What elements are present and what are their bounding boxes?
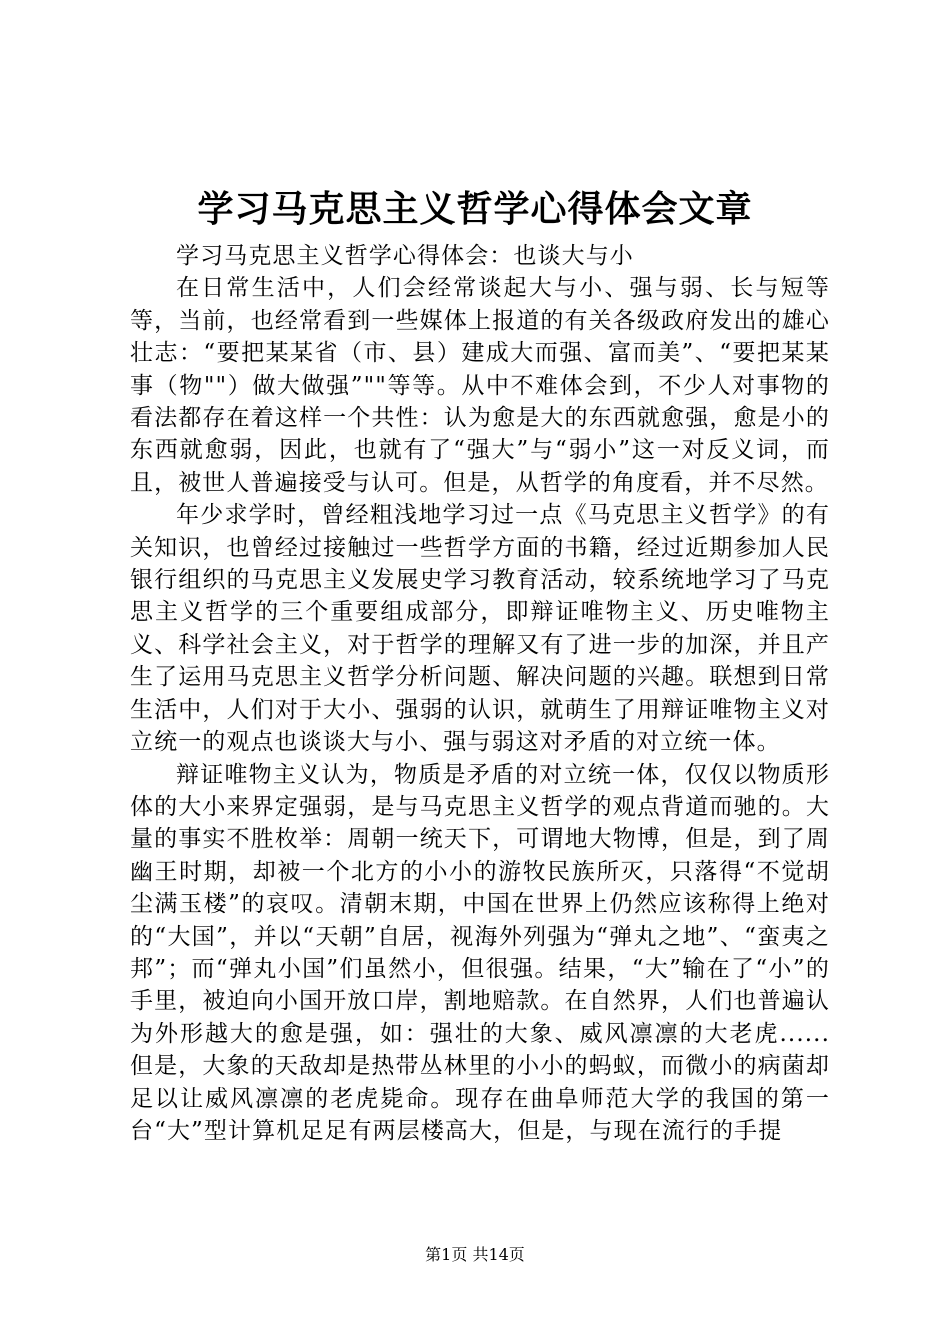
document-body <box>130 240 830 1147</box>
document-subtitle: 学习马克思主义哲学心得体会：也谈大与小 <box>176 243 634 269</box>
paragraph: 辩证唯物主义认为，物质是矛盾的对立统一体，仅仅以物质形体的大小来界定强弱，是与马克思主义哲学的观点背道而驰的。大量的事实不胜枚举：周朝一统天下，可谓地大物博，但是，到了周幽王时期，却被一个北方的小小的游牧民族所灭，只落得“不觉胡尘满玉楼”的哀叹。清朝末期，中国在世界上仍然应该称得上绝对的“大国”，并以“天朝”自居，视海外列强为“弹丸之地”、“蛮夷之邦”；而“弹丸小国”们虽然小，但很强。结果，“大”输在了“小”的手里，被迫向小国开放口岸，割地赔款。在自然界，人们也普遍认为外形越大的愈是强，如：强壮的大象、威风凛凛的大老虎......但是，大象的天敌却是热带丛林里的小小的蚂蚁，而微小的病菌却足以让威风凛凛的老虎毙命。现存在曲阜师范大学的我国的第一台“大”型计算机足足有两层楼高大，但是，与现在流行的手提 <box>130 761 830 1144</box>
document-title: 学习马克思主义哲学心得体会文章 <box>197 188 753 230</box>
paragraph: 在日常生活中，人们会经常谈起大与小、强与弱、长与短等等，当前，也经常看到一些媒体上报道的有关各级政府发出的雄心壮志：“要把某某省（市、县）建成大而强、富而美”、“要把某某事（物""）做大做强”""等等。从中不难体会到，不少人对事物的看法都存在着这样一个共性：认为愈是大的东西就愈强，愈是小的东西就愈弱，因此，也就有了“强大”与“弱小”这一对反义词，而且，被世人普遍接受与认可。但是，从哲学的角度看，并不尽然。 <box>130 275 830 496</box>
page-footer: 第1页 共14页 <box>425 1245 525 1264</box>
paragraph: 年少求学时，曾经粗浅地学习过一点《马克思主义哲学》的有关知识，也曾经过接触过一些哲学方面的书籍，经过近期参加人民银行组织的马克思主义发展史学习教育活动，较系统地学习了马克思主义哲学的三个重要组成部分，即辩证唯物主义、历史唯物主义、科学社会主义，对于哲学的理解又有了进一步的加深，并且产生了运用马克思主义哲学分析问题、解决问题的兴趣。联想到日常生活中，人们对于大小、强弱的认识，就萌生了用辩证唯物主义对立统一的观点也谈谈大与小、强与弱这对矛盾的对立统一体。 <box>130 502 830 756</box>
